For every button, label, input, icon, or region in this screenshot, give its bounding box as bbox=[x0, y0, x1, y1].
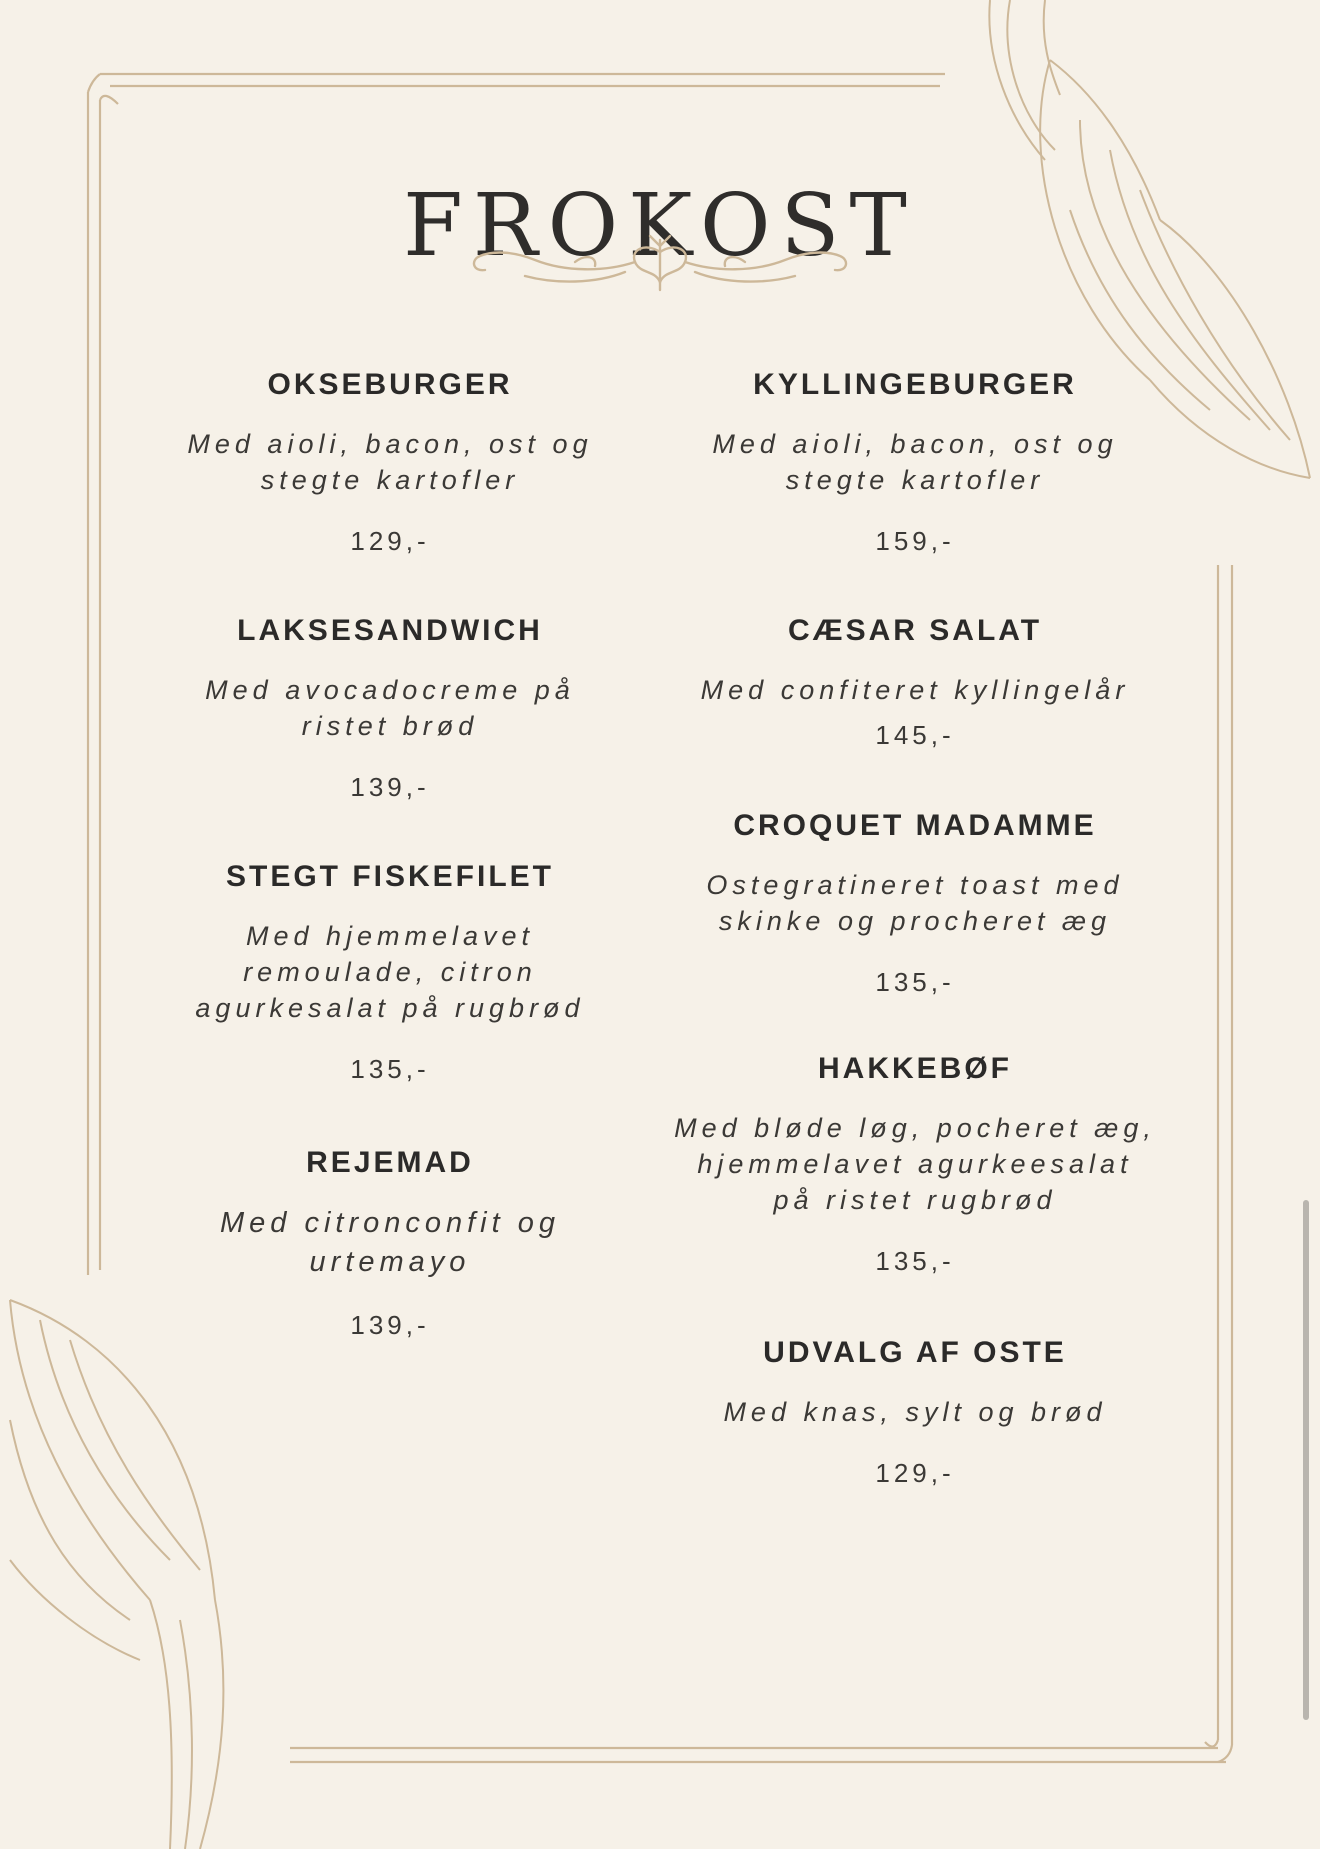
item-description: Ostegratineret toast med skinke og procheret æg bbox=[706, 870, 1124, 936]
menu-item bbox=[160, 1146, 620, 1341]
item-description: Med hjemmelavet remoulade, citron agurkesalat på rugbrød bbox=[195, 921, 585, 1023]
menu-item bbox=[655, 368, 1175, 557]
item-description: Med aioli, bacon, ost og stegte kartofler bbox=[712, 429, 1118, 495]
item-name: KYLLINGEBURGER bbox=[753, 368, 1077, 401]
item-description: Med knas, sylt og brød bbox=[723, 1397, 1107, 1427]
title-flourish-ornament bbox=[455, 232, 865, 296]
item-name: HAKKEBØF bbox=[818, 1052, 1012, 1085]
item-description: Med bløde løg, pocheret æg, hjemmelavet agurkeesalat på ristet rugbrød bbox=[674, 1113, 1156, 1215]
item-description: Med avocadocreme på ristet brød bbox=[205, 675, 575, 741]
item-price: 159,- bbox=[875, 526, 955, 556]
menu-title: FROKOST bbox=[403, 175, 917, 276]
item-price: 145,- bbox=[875, 720, 955, 750]
menu-item bbox=[655, 1336, 1175, 1489]
item-price: 135,- bbox=[875, 967, 955, 997]
item-price: 139,- bbox=[350, 1310, 430, 1340]
menu-item bbox=[655, 614, 1175, 751]
menu-item bbox=[160, 368, 620, 557]
item-price: 129,- bbox=[875, 1458, 955, 1488]
item-name: OKSEBURGER bbox=[267, 368, 513, 401]
item-description: Med citronconfit og urtemayo bbox=[219, 1207, 560, 1278]
item-price: 135,- bbox=[350, 1054, 430, 1084]
item-name: REJEMAD bbox=[306, 1146, 474, 1179]
item-price: 129,- bbox=[350, 526, 430, 556]
item-name: CÆSAR SALAT bbox=[787, 614, 1043, 647]
item-name: STEGT FISKEFILET bbox=[225, 860, 554, 893]
item-name: UDVALG AF OSTE bbox=[763, 1336, 1067, 1369]
scrollbar-thumb[interactable] bbox=[1303, 1200, 1309, 1720]
item-price: 135,- bbox=[875, 1246, 955, 1276]
menu-item bbox=[160, 860, 620, 1085]
item-price: 139,- bbox=[350, 772, 430, 802]
menu-item bbox=[655, 809, 1175, 998]
item-name: CROQUET MADAMME bbox=[733, 809, 1097, 842]
menu-item bbox=[160, 614, 620, 803]
item-name: LAKSESANDWICH bbox=[237, 614, 543, 647]
item-description: Med aioli, bacon, ost og stegte kartofler bbox=[187, 429, 593, 495]
item-description: Med confiteret kyllingelår bbox=[700, 675, 1130, 705]
menu-item bbox=[655, 1052, 1175, 1277]
